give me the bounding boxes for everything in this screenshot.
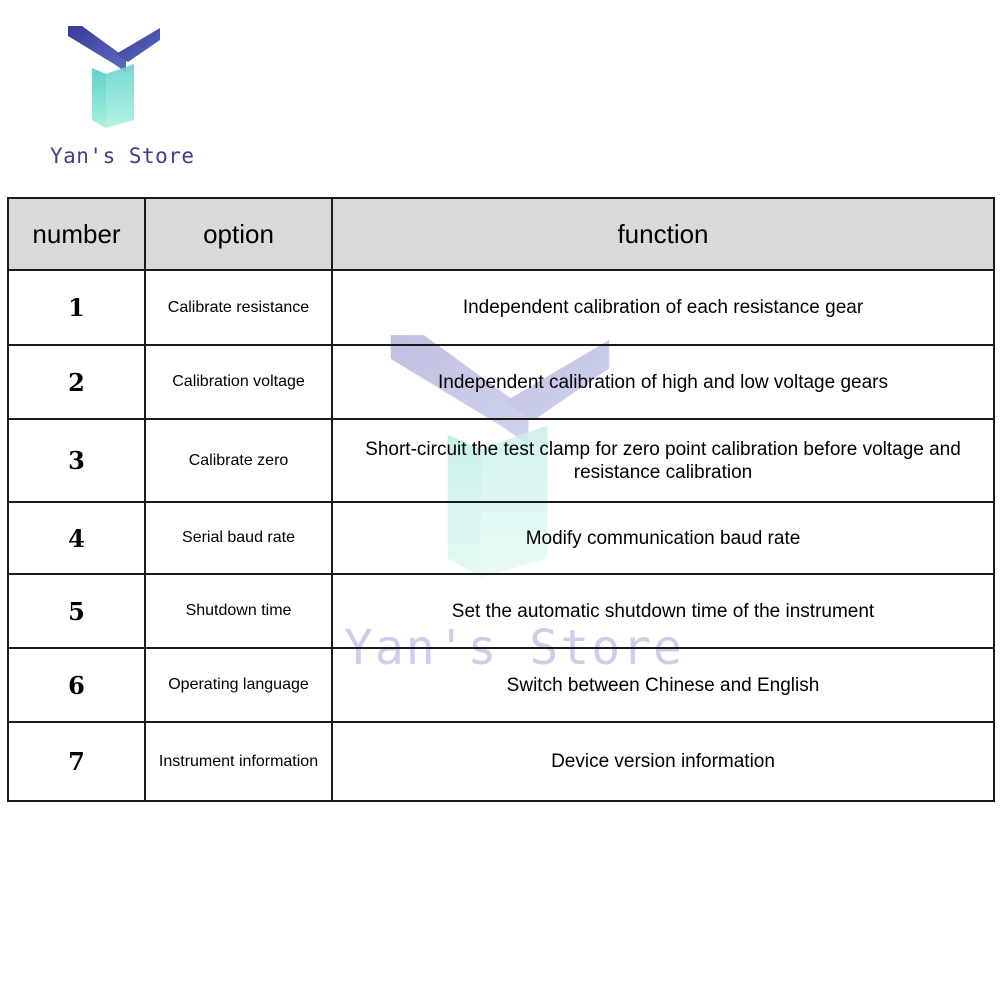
watermark-text: Yan's Store [344, 620, 684, 676]
row-option: Serial baud rate [145, 502, 332, 574]
y-logo-icon [66, 24, 162, 134]
row-option: Shutdown time [145, 574, 332, 648]
row-function: Short-circuit the test clamp for zero point calibration before voltage and resistance calibration [332, 419, 994, 502]
row-number: 6 [8, 648, 145, 722]
row-function: Modify communication baud rate [332, 502, 994, 574]
table-row [8, 722, 994, 801]
row-number: 1 [8, 270, 145, 345]
row-number: 2 [8, 345, 145, 419]
row-function: Independent calibration of each resistance gear [332, 270, 994, 345]
table-row [8, 270, 994, 345]
row-number: 7 [8, 722, 145, 801]
brand-name: Yan's Store [50, 144, 195, 168]
row-function: Device version information [332, 722, 994, 801]
row-function: Set the automatic shutdown time of the instrument [332, 574, 994, 648]
brand-logo [48, 24, 195, 174]
row-option: Calibration voltage [145, 345, 332, 419]
header-function: function [332, 198, 994, 270]
table-row [8, 419, 994, 502]
table-row [8, 648, 994, 722]
table-row [8, 574, 994, 648]
row-number: 5 [8, 574, 145, 648]
row-number: 3 [8, 419, 145, 502]
header-number: number [8, 198, 145, 270]
table-header-row [8, 198, 994, 270]
row-number: 4 [8, 502, 145, 574]
function-table [7, 197, 995, 802]
row-option: Operating language [145, 648, 332, 722]
row-option: Calibrate zero [145, 419, 332, 502]
table-row [8, 345, 994, 419]
row-function: Independent calibration of high and low voltage gears [332, 345, 994, 419]
header-option: option [145, 198, 332, 270]
row-option: Calibrate resistance [145, 270, 332, 345]
row-function: Switch between Chinese and English [332, 648, 994, 722]
row-option: Instrument information [145, 722, 332, 801]
table-row [8, 502, 994, 574]
